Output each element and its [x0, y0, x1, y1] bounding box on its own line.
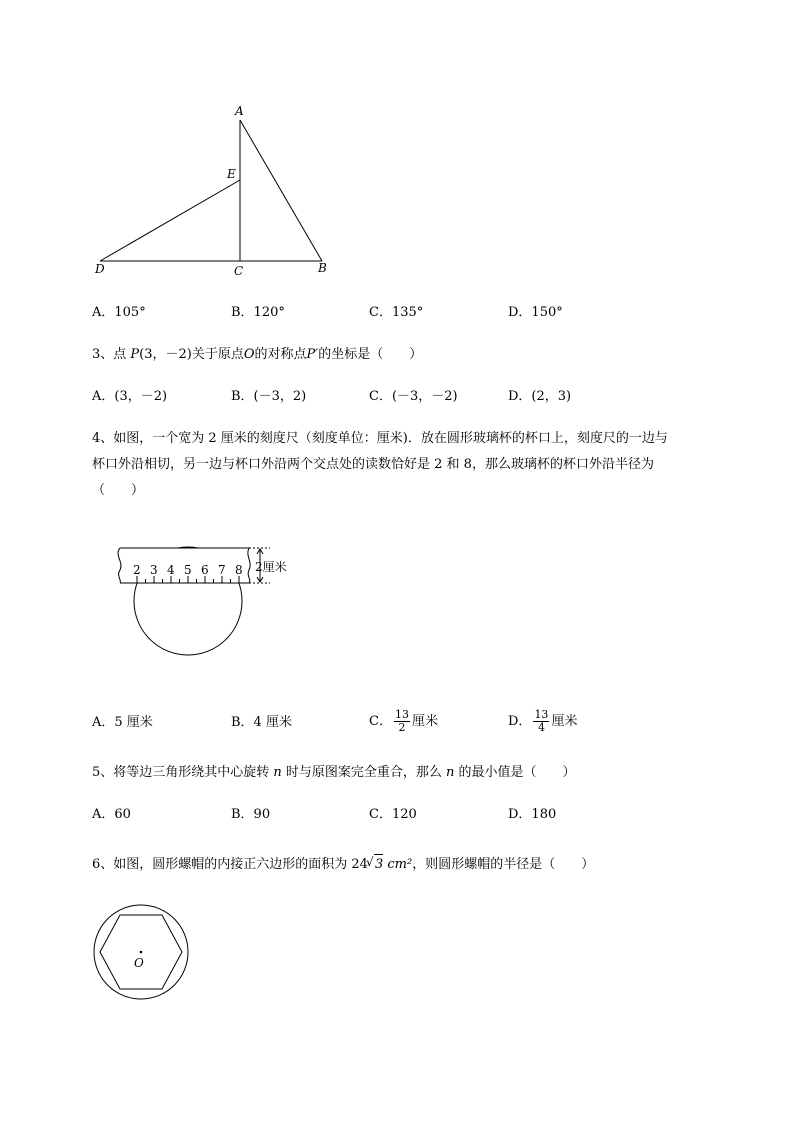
- ruler-tick-label: 8: [235, 563, 243, 577]
- label-c: C: [234, 264, 244, 278]
- ruler-tick-label: 7: [218, 563, 226, 577]
- ruler-tick-label: 3: [150, 563, 158, 577]
- q4-option-c: C． $\frac{13}{2}$ 厘米: [369, 708, 438, 734]
- fraction: $\frac{13}{4}$: [534, 708, 549, 734]
- ruler-tick-label: 2: [133, 563, 141, 577]
- q4-option-d: D． $\frac{13}{4}$ 厘米: [508, 708, 578, 734]
- q5-option-d: D．180: [508, 807, 557, 822]
- q5-stem: 5、将等边三角形绕其中心旋转 n 时与原图案完全重合，那么 n 的最小值是（ ）: [92, 765, 576, 780]
- q3-option-b: B．(－3，2): [231, 389, 307, 404]
- q5-option-b: B．90: [231, 807, 271, 822]
- q3-option-c: C．(－3，－2): [369, 389, 458, 404]
- q3-option-d: D．(2，3): [508, 389, 572, 404]
- label-e: E: [227, 167, 236, 181]
- square-root: √ 3: [374, 854, 383, 875]
- triangle-figure: [85, 100, 345, 285]
- q2-option-d: D．150°: [508, 305, 563, 320]
- q2-option-a: A．105°: [92, 305, 146, 320]
- ruler-tick-label: 4: [167, 563, 175, 577]
- q2-option-c: C．135°: [369, 305, 424, 320]
- ruler-tick-label: 6: [201, 563, 209, 577]
- q4-option-b: B．4 厘米: [231, 715, 292, 730]
- label-b: B: [318, 261, 327, 275]
- q4-stem-line1: 4、如图，一个宽为 2 厘米的刻度尺（刻度单位：厘米)．放在圆形玻璃杯的杯口上，刻度尺的一边与: [92, 431, 668, 446]
- ruler-tick-label: 5: [184, 563, 192, 577]
- segment-ab: [240, 120, 322, 261]
- q6-stem: 6、如图，圆形螺帽的内接正六边形的面积为 24√ 3 cm²，则圆形螺帽的半径是（ ）: [92, 854, 594, 875]
- q5-option-a: A．60: [92, 807, 131, 822]
- segment-de: [100, 180, 240, 261]
- q2-option-b: B．120°: [231, 305, 285, 320]
- q3-option-a: A．(3，－2): [92, 389, 168, 404]
- q4-stem-line2: 杯口外沿相切，另一边与杯口外沿两个交点处的读数恰好是 2 和 8，那么玻璃杯的杯口外沿半径为: [92, 457, 654, 472]
- hexagon-circle-figure: [90, 900, 195, 1005]
- center-label: O: [134, 956, 144, 970]
- q4-stem-line3: （ ）: [92, 483, 145, 498]
- q3-stem: 3、点 P(3，－2)关于原点O的对称点P′的坐标是（ ）: [92, 347, 423, 362]
- q4-option-a: A．5 厘米: [92, 715, 153, 730]
- center-point: [140, 951, 143, 954]
- label-a: A: [235, 104, 244, 118]
- width-label: 2厘米: [255, 560, 287, 574]
- fraction: $\frac{13}{2}$: [394, 708, 409, 734]
- ruler-circle-figure: [110, 540, 300, 665]
- q5-option-c: C．120: [369, 807, 417, 822]
- label-d: D: [95, 262, 105, 276]
